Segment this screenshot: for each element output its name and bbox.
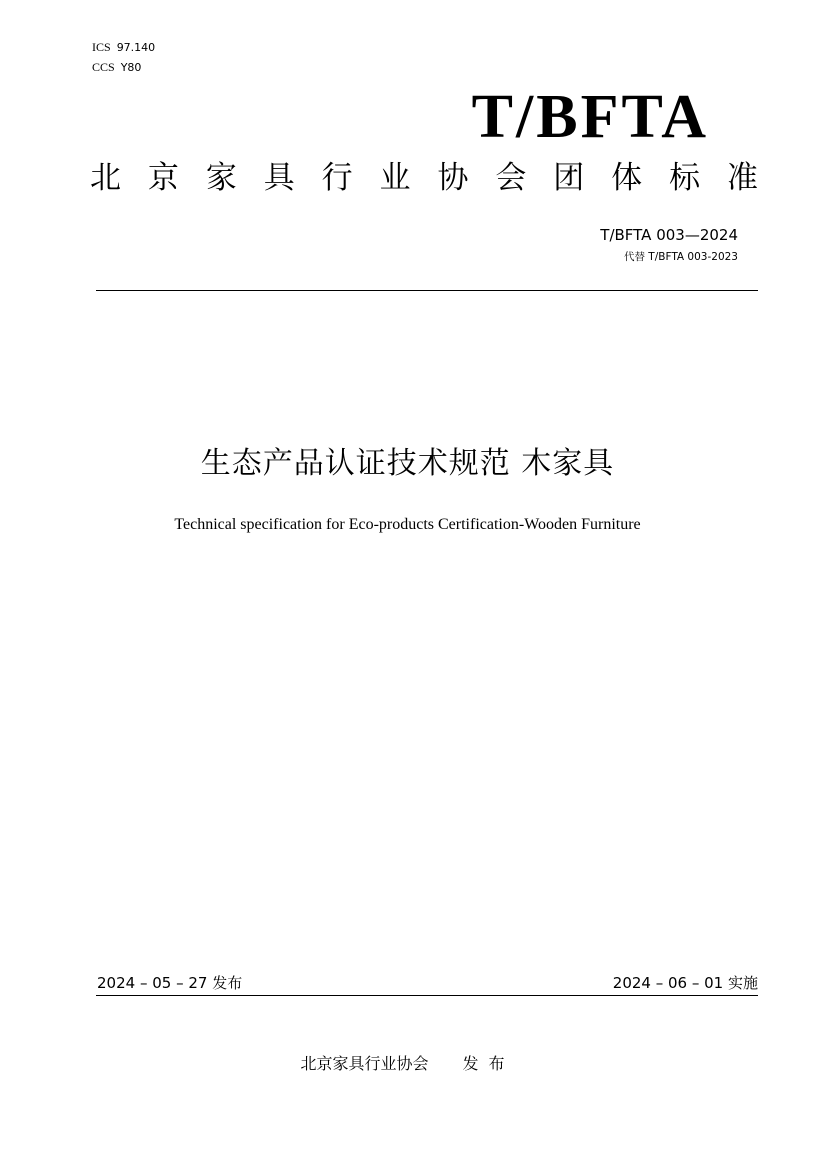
standard-type-char: 团 bbox=[553, 160, 585, 196]
standard-type-char: 行 bbox=[321, 160, 353, 196]
standard-type-char: 业 bbox=[379, 160, 411, 196]
standard-type-char: 协 bbox=[437, 160, 469, 196]
standard-mark: T/BFTA bbox=[471, 83, 709, 151]
ics-line bbox=[92, 41, 155, 54]
ccs-label: CCS bbox=[92, 60, 115, 74]
standard-type-char: 北 bbox=[90, 160, 121, 196]
publisher-line bbox=[0, 1053, 815, 1075]
ics-label: ICS bbox=[92, 40, 111, 54]
standard-type bbox=[90, 158, 758, 198]
standard-type-char: 家 bbox=[205, 160, 237, 196]
ccs-code: Y80 bbox=[120, 61, 142, 74]
ccs-line bbox=[92, 61, 141, 74]
title-chinese: 生态产品认证技术规范 木家具 bbox=[200, 446, 615, 481]
footer-rule bbox=[96, 995, 758, 996]
standard-number: T/BFTA 003—2024 bbox=[600, 226, 738, 244]
standard-type-char: 会 bbox=[495, 160, 527, 196]
ics-code: 97.140 bbox=[116, 41, 156, 54]
title-english: Technical specification for Eco-products Certification-Wooden Furniture bbox=[174, 516, 641, 533]
standard-type-char: 具 bbox=[263, 160, 295, 196]
publisher-action: 发布 bbox=[462, 1054, 515, 1073]
implement-date: 2024 – 06 – 01 实施 bbox=[612, 974, 758, 992]
standard-type-char: 体 bbox=[611, 160, 643, 196]
header-rule bbox=[96, 290, 758, 291]
standard-type-char: 标 bbox=[669, 160, 701, 196]
issue-date: 2024 – 05 – 27 发布 bbox=[97, 974, 243, 992]
publisher-name: 北京家具行业协会 bbox=[300, 1054, 429, 1073]
replaces-note: 代替 T/BFTA 003-2023 bbox=[623, 251, 738, 263]
standard-type-char: 京 bbox=[147, 160, 179, 196]
standard-type-char: 准 bbox=[726, 160, 758, 196]
